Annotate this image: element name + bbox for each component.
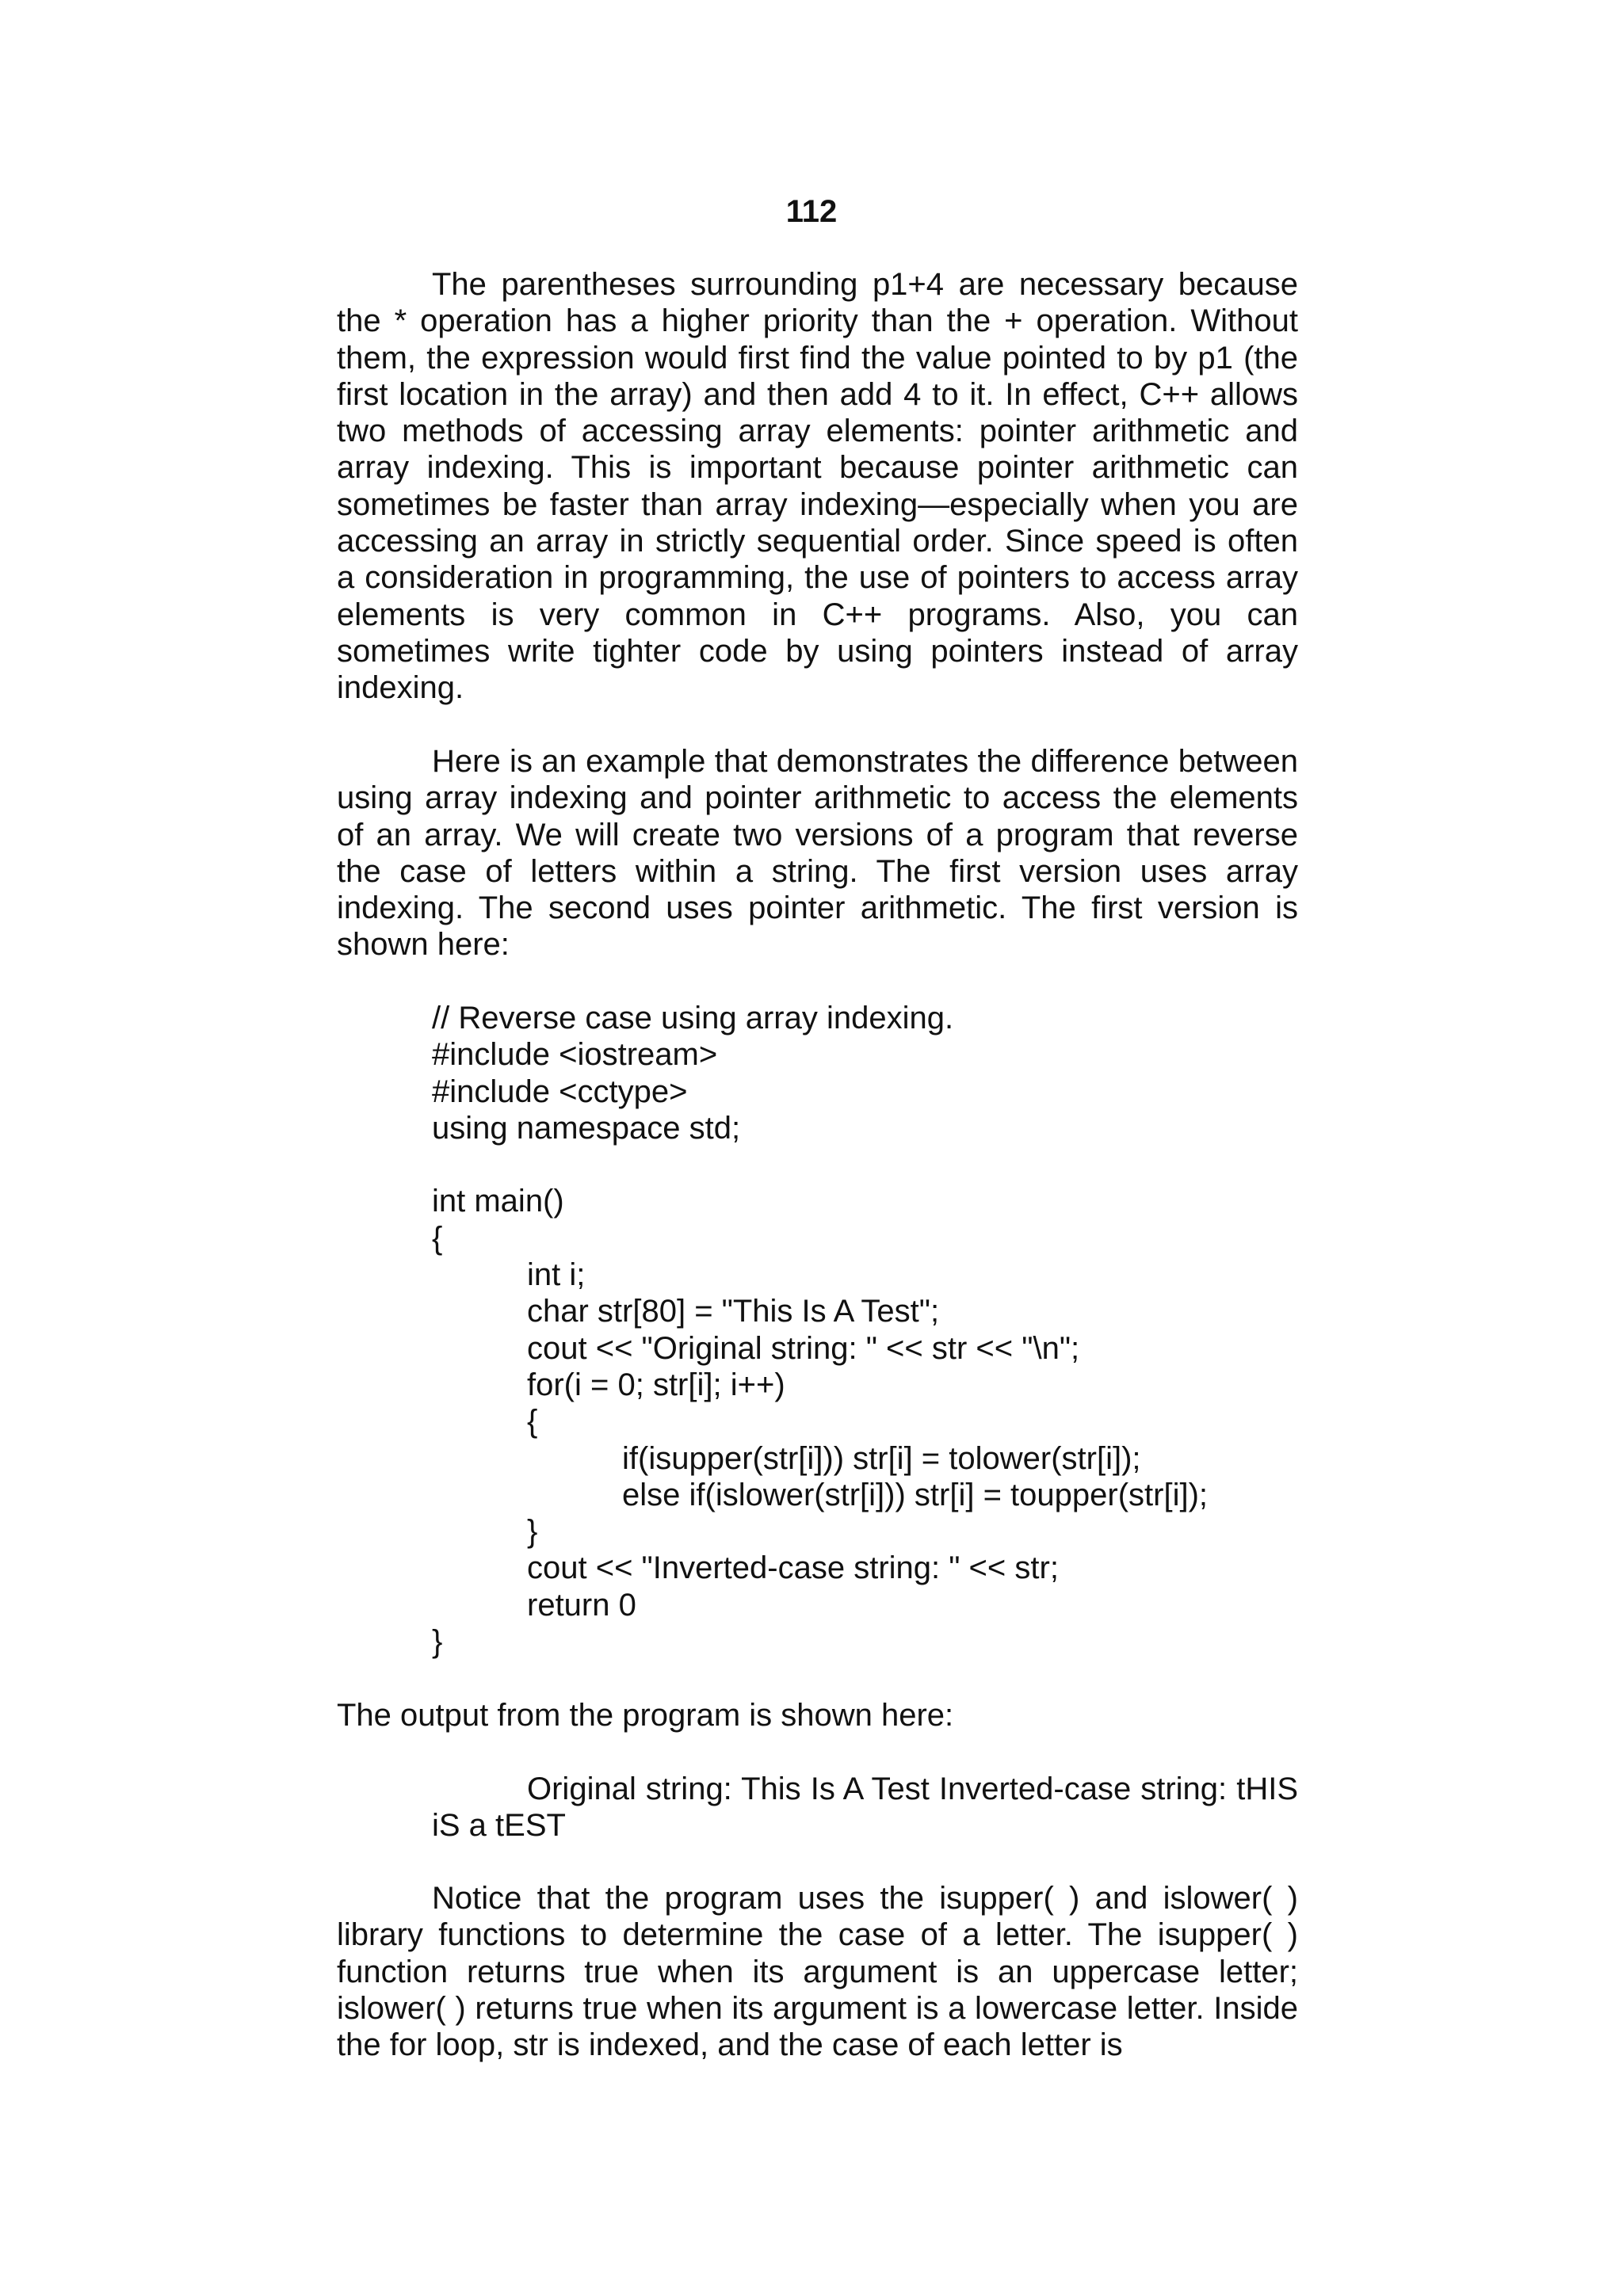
paragraph-pointer-arithmetic: The parentheses surrounding p1+4 are necessary because the * operation has a higher priority than the + operation. Without them, the expression would first find the value pointed to by p1 (the first location in the array) and then add 4 to it. In effect, C++ allows two methods of accessing array elements: pointer arithmetic and array indexing. This is important because pointer arithmetic can sometimes be faster than array indexing—especially when you are accessing an array in strictly sequential order. Since speed is often a consideration in programming, the use of pointers to access array elements is very common in C++ programs. Also, you can sometimes write tighter code by using pointers instead of array indexing.	[337, 267, 1298, 706]
program-output: Original string: This Is A Test Inverted-case string: tHIS iS a tEST	[432, 1772, 1298, 1844]
page-number: 112	[785, 194, 838, 229]
code-line: // Reverse case using array indexing.	[432, 1001, 954, 1035]
code-line: {	[527, 1404, 538, 1440]
paragraph-example-intro: Here is an example that demonstrates the difference between using array indexing and pointer arithmetic to access the elements of an array. We will create two versions of a program that reverse the case of letters within a string. The first version uses array indexing. The second uses pointer arithmetic. The first version is shown here:	[337, 744, 1298, 963]
code-line: using namespace std;	[432, 1110, 741, 1146]
code-listing	[432, 1000, 1304, 1660]
paragraph-isupper-islower: Notice that the program uses the isupper( ) and islower( ) library functions to determine the case of a letter. The isupper( ) function returns true when its argument is an uppercase letter; islower( ) returns true when its argument is a lowercase letter. Inside the for loop, str is indexed, and the case of each letter is	[337, 1881, 1298, 2063]
code-line: }	[432, 1624, 443, 1660]
code-line: int i;	[527, 1257, 586, 1293]
code-line: {	[432, 1220, 443, 1256]
code-line: return 0	[527, 1587, 636, 1623]
code-line: char str[80] = "This Is A Test";	[527, 1294, 940, 1329]
code-line: cout << "Original string: " << str << "\n";	[527, 1330, 1080, 1366]
code-blank-line	[432, 1146, 1304, 1183]
code-line: for(i = 0; str[i]; i++)	[527, 1367, 785, 1402]
code-line: #include <cctype>	[432, 1074, 688, 1109]
code-line: }	[527, 1514, 538, 1550]
output-intro: The output from the program is shown here:	[337, 1698, 954, 1733]
code-line: if(isupper(str[i])) str[i] = tolower(str[i]);	[622, 1440, 1141, 1476]
code-line: else if(islower(str[i])) str[i] = toupper(str[i]);	[622, 1477, 1209, 1512]
code-line: int main()	[432, 1184, 564, 1219]
code-line: #include <iostream>	[432, 1037, 718, 1073]
code-line: cout << "Inverted-case string: " << str;	[527, 1550, 1059, 1586]
